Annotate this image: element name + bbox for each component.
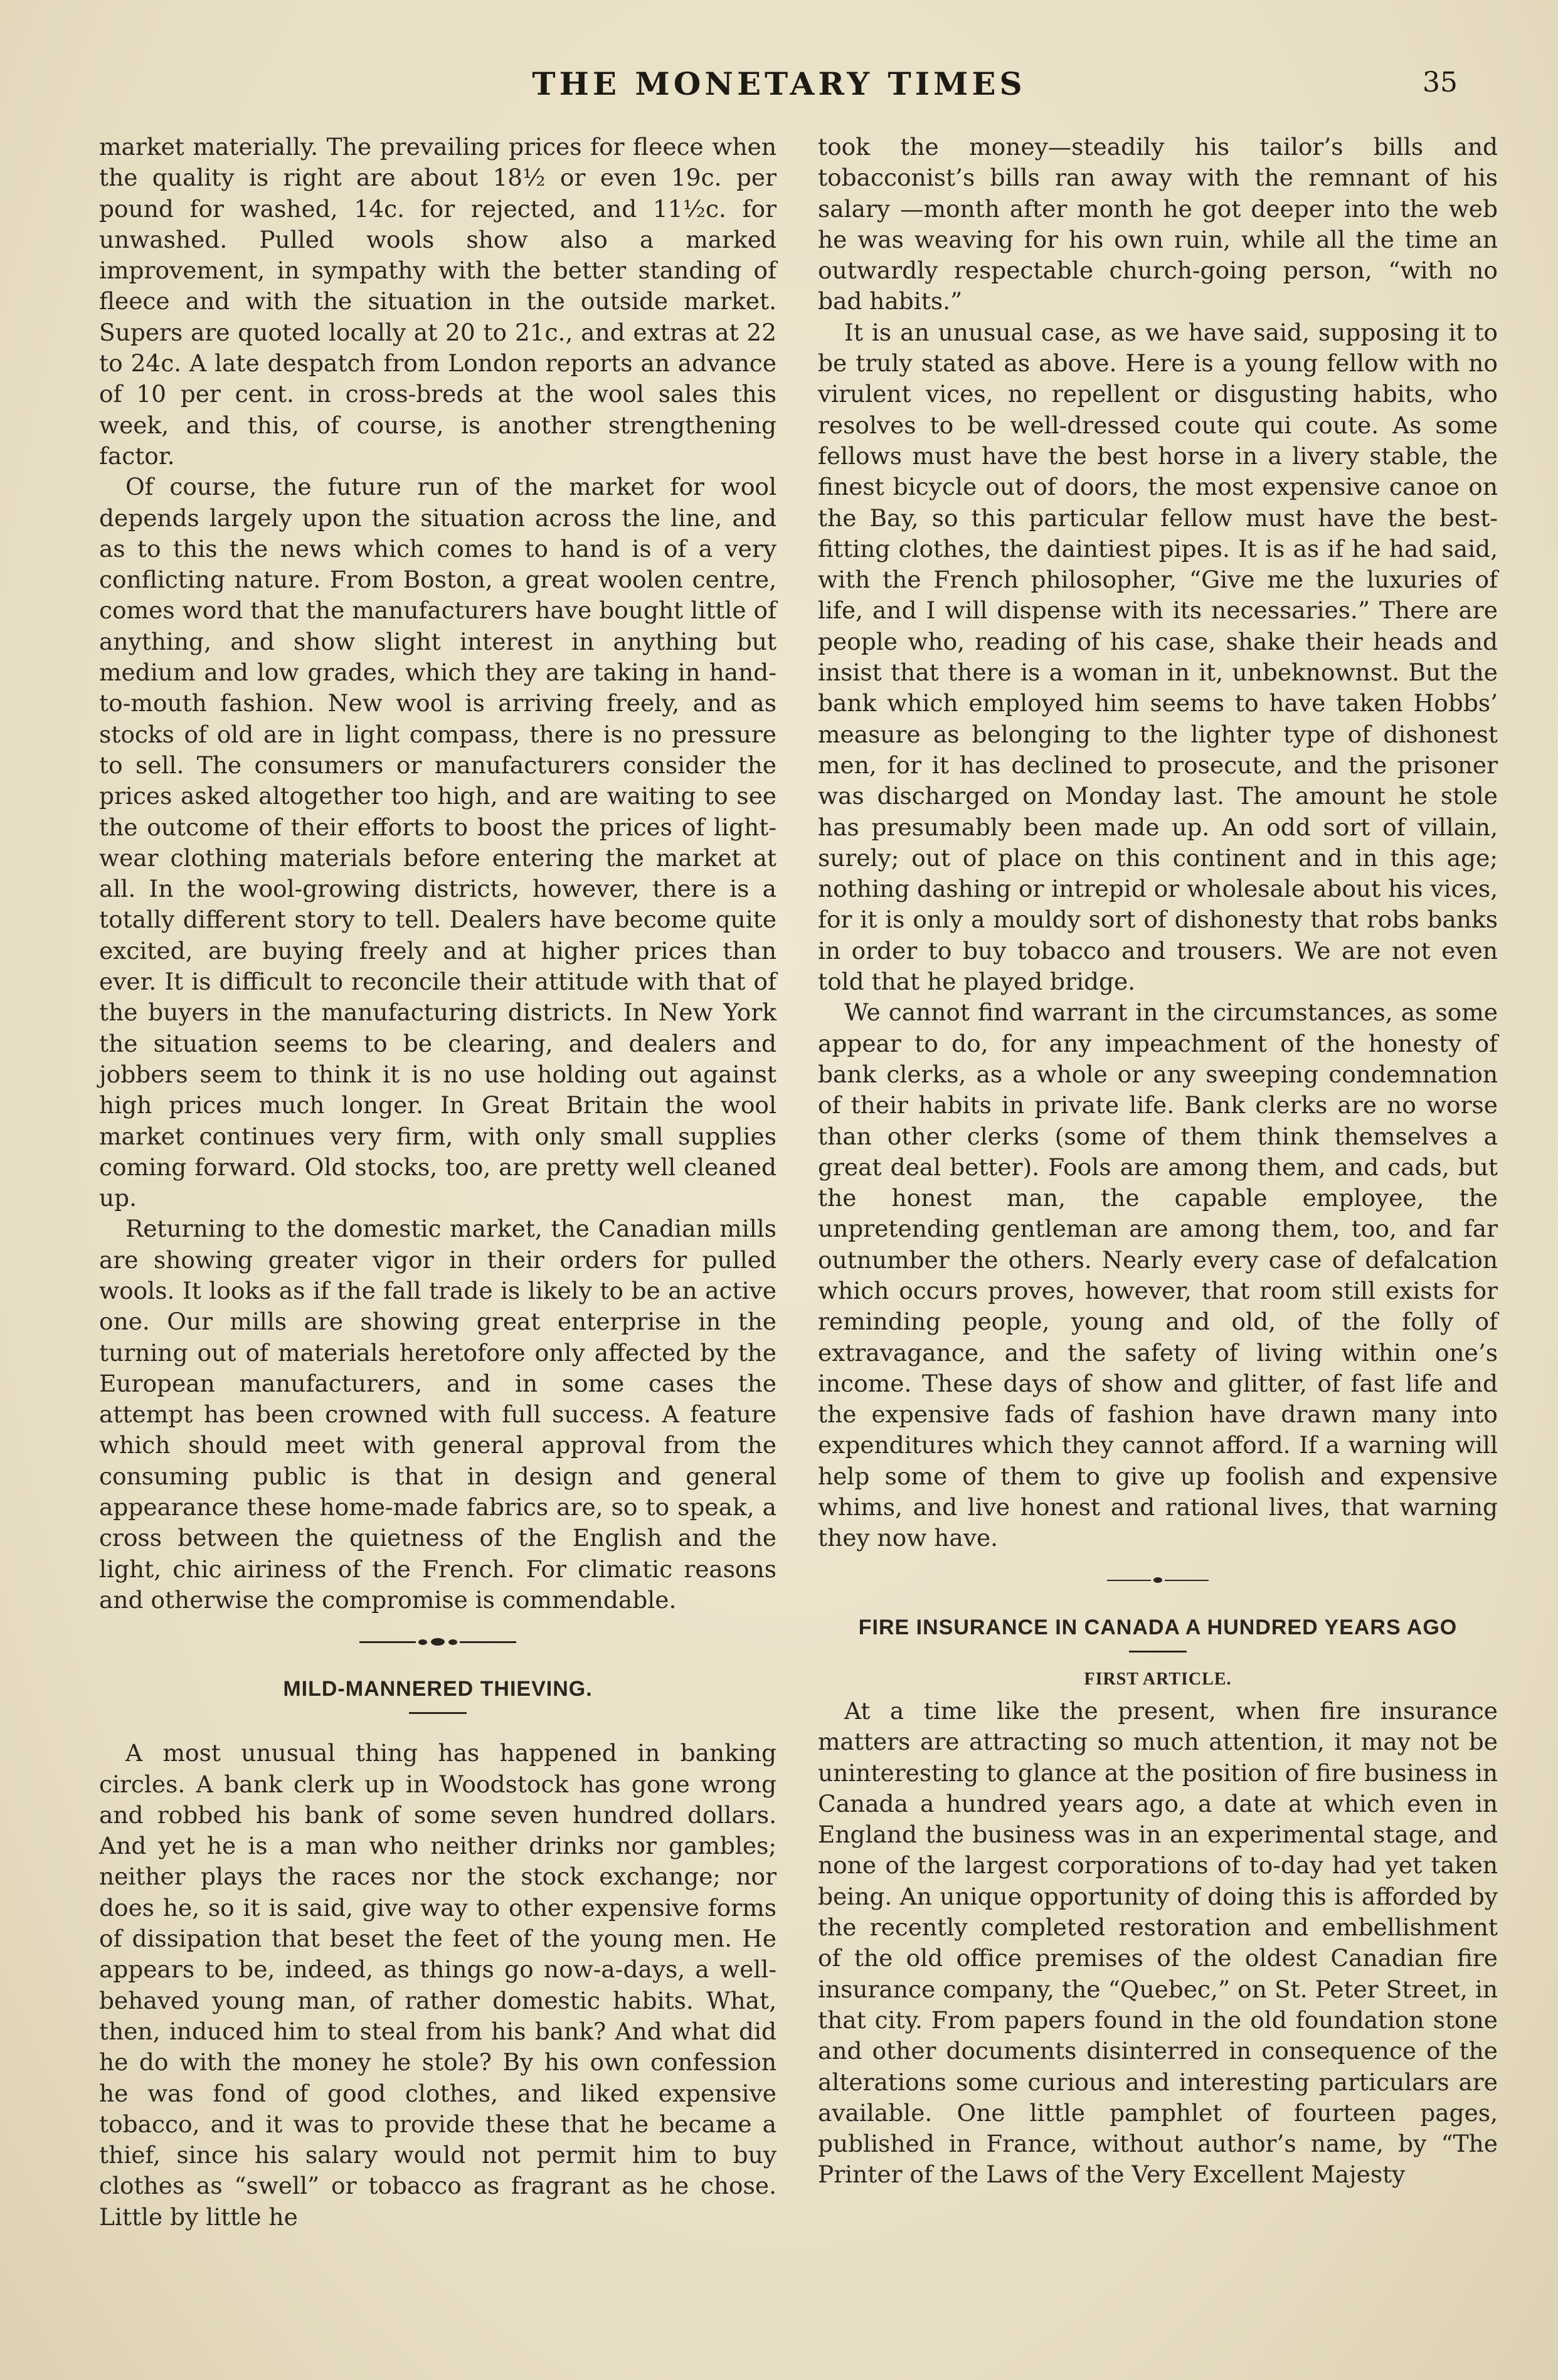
wool-market-paragraph-2: Of course, the future run of the market for wool depends largely upon the situation across the line, and as to this the news which comes to hand is of a very conflicting nature. From Boston, a great woolen centre, comes word that the manufacturers have bought little of anything, and show slight interest in anything but medium and low grades, which they are taking in hand-to-mouth fashion. New wool is arriving freely, and as stocks of old are in light compass, there is no pressure to sell. The consumers or manufacturers consider the prices asked altogether too high, and are waiting to see the outcome of their efforts to boost the prices of light-wear clothing materials before entering the market at all. In the wool-growing districts, however, there is a totally different story to tell. Dealers have become quite excited, are buying freely and at higher prices than ever. It is difficult to reconcile their attitude with that of the buyers in the manufacturing districts. In New York the situation seems to be clearing, and dealers and jobbers seem to think it is no use holding out against high prices much longer. In Great Britain the wool market continues very firm, with only small supplies coming forward. Old stocks, too, are pretty well cleaned up. bbox=[99, 473, 776, 1212]
right-column bbox=[818, 132, 1498, 2191]
thieving-paragraph-2: took the money—steadily his tailor’s bills and tobacconist’s bills ran away with the remnant of his salary —month after month he got deeper into the web he was weaving for his own ruin, while all the time an outwardly respectable church-going person, “with no bad habits.” bbox=[818, 133, 1498, 315]
thieving-paragraph-1: A most unusual thing has happened in banking circles. A bank clerk up in Woodstock has gone wrong and robbed his bank of some seven hundred dollars. And yet he is a man who neither drinks nor gambles; neither plays the races nor the stock exchange; nor does he, so it is said, give way to other expensive forms of dissipation that beset the feet of the young men. He appears to be, indeed, as things go now-a-days, a well-behaved young man, of rather domestic habits. What, then, induced him to steal from his bank? And what did he do with the money he stole? By his own confession he was fond of good clothes, and liked expensive tobacco, and it was to provide these that he became a thief, since his salary would not permit him to buy clothes as “swell” or tobacco as fragrant as he chose. Little by little he bbox=[99, 1739, 776, 2231]
thieving-paragraph-3: It is an unusual case, as we have said, supposing it to be truly stated as above. Here is a young fellow with no virulent vices, no repellent or disgusting habits, who resolves to be well-dressed coute qui coute. As some fellows must have the best horse in a livery stable, the finest bicycle out of doors, the most expensive canoe on the Bay, so this particular fellow must have the best-fitting clothes, the daintiest pipes. It is as if he had said, with the French philosopher, “Give me the luxuries of life, and I will dispense with its necessaries.” There are people who, reading of his case, shake their heads and insist that there is a woman in it, unbeknownst. But the bank which employed him seems to have taken Hobbs’ measure as belonging to the lighter type of dishonest men, for it has declined to prosecute, and the prisoner was discharged on Monday last. The amount he stole has presumably been made up. An odd sort of villain, surely; out of place on this continent and in this age; nothing dashing or intrepid or wholesale about his vices, for it is only a mouldy sort of dishonesty that robs banks in order to buy tobacco and trousers. We are not even told that he played bridge. bbox=[818, 318, 1498, 996]
publication-title: THE MONETARY TIMES bbox=[532, 65, 1026, 102]
section-separator-rule bbox=[818, 1564, 1498, 1597]
heading-rule bbox=[409, 1712, 467, 1714]
article-heading-fire-insurance: FIRE INSURANCE IN CANADA A HUNDRED YEARS AGO bbox=[858, 1615, 1458, 1639]
wool-market-paragraph-1: market materially. The prevailing prices for fleece when the quality is right are about 18½ or even 19c. per pound for washed, 14c. for rejected, and 11½c. for unwashed. Pulled wools show also a marked improvement, in sympathy with the better standing of fleece and with the situation in the outside market. Supers are quoted locally at 20 to 21c., and extras at 22 to 24c. A late despatch from London reports an advance of 10 per cent. in cross-breds at the wool sales this week, and this, of course, is another strengthening factor. bbox=[99, 133, 776, 470]
page-number: 35 bbox=[1423, 66, 1458, 98]
fire-insurance-paragraph-1: At a time like the present, when fire insurance matters are attracting so much attention, it may not be uninteresting to glance at the position of fire business in Canada a hundred years ago, a date at which even in England the business was in an experimental stage, and none of the largest corporations of to-day had yet taken being. An unique opportunity of doing this is afforded by the recently completed restoration and embellishment of the old office premises of the oldest Canadian fire insurance company, the “Quebec,” on St. Peter Street, in that city. From papers found in the old foundation stone and other documents disinterred in consequence of the alterations some curious and interesting particulars are available. One little pamphlet of fourteen pages, published in France, without author’s name, by “The Printer of the Laws of the Very Excellent Majesty bbox=[818, 1696, 1498, 2189]
masthead bbox=[0, 65, 1558, 109]
wool-market-paragraph-3: Returning to the domestic market, the Canadian mills are showing greater vigor in their orders for pulled wools. It looks as if the fall trade is likely to be an active one. Our mills are showing great enterprise in the turning out of materials heretofore only affected by the European manufacturers, and in some cases the attempt has been crowned with full success. A feature which should meet with general approval from the consuming public is that in design and general appearance these home-made fabrics are, so to speak, a cross between the quietness of the English and the light, chic airiness of the French. For climatic reasons and otherwise the compromise is commendable. bbox=[99, 1215, 776, 1614]
section-separator-ornament bbox=[99, 1626, 776, 1658]
left-column bbox=[99, 132, 776, 2233]
article-subheading: FIRST ARTICLE. bbox=[1084, 1669, 1232, 1689]
article-heading-thieving: MILD-MANNERED THIEVING. bbox=[283, 1677, 593, 1701]
heading-rule bbox=[1129, 1651, 1187, 1653]
thieving-paragraph-4: We cannot find warrant in the circumstances, as some appear to do, for any impeachment of the honesty of bank clerks, as a whole or any sweeping condemnation of their habits in private life. Bank clerks are no worse than other clerks (some of them think themselves a great deal better). Fools are among them, and cads, but the honest man, the capable employee, the unpretending gentleman are among them, too, and far outnumber the others. Nearly every case of defalcation which occurs proves, however, that room still exists for reminding people, young and old, of the folly of extravagance, and the safety of living within one’s income. These days of show and glitter, of fast life and the expensive fads of fashion have drawn many into expenditures which they cannot afford. If a warning will help some of them to give up foolish and expensive whims, and live honest and rational lives, that warning they now have. bbox=[818, 998, 1498, 1552]
